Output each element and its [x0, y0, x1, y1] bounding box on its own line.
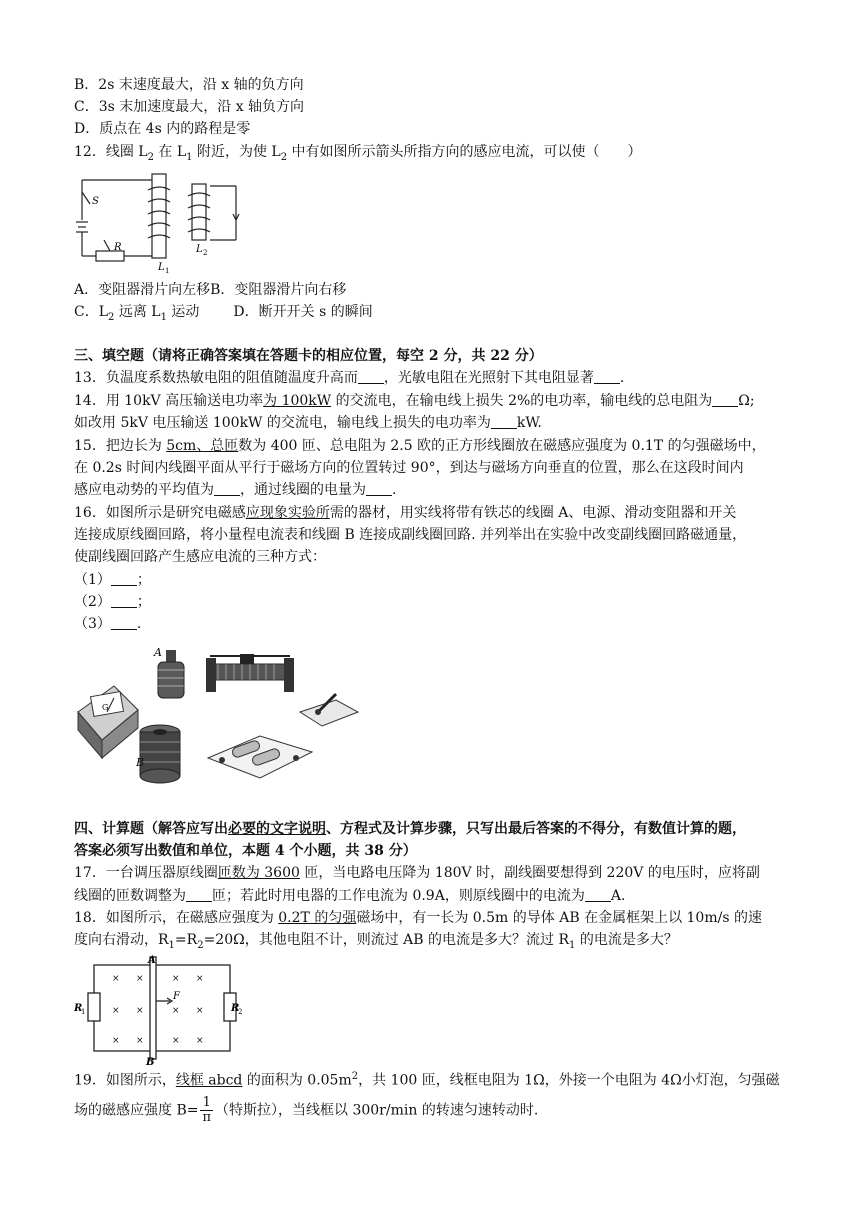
q11-option-d: D．质点在 4s 内的路程是零 [74, 121, 251, 137]
q15-line1: 15．把边长为 5cm、总匝数为 400 匝、总电阻为 2.5 欧的正方形线圈放在磁感应强度为 0.1T 的匀强磁场中， [74, 438, 766, 454]
q16-blank-2 [111, 593, 137, 608]
q16-blank-1 [111, 571, 137, 586]
section-4-heading-line1: 四、计算题（解答应写出必要的文字说明、方程式及计算步骤，只写出最后答案的不得分，有数值计算的题， [74, 821, 746, 837]
q12-label-l1-sub: 1 [165, 267, 170, 274]
q15-line2: 在 0.2s 时间内线圈平面从平行于磁场方向的位置转过 90°，到达与磁场方向垂直的位置，那么在这段时间内 [74, 460, 744, 476]
galvanometer-label: G [102, 703, 109, 712]
q16-item-2: （2） ； [74, 594, 151, 610]
q12-label-l1: L [158, 262, 165, 273]
q18-label-r1-sub: 1 [81, 1008, 86, 1016]
q18-label-b: B [146, 1057, 155, 1065]
q18-line1: 18．如图所示，在磁感应强度为 0.2T 的匀强磁场中，有一长为 0.5m 的导体 AB 在金属框架上以 10m/s 的速 [74, 910, 762, 926]
q13-blank-1 [358, 369, 384, 384]
section-4-heading-line2: 答案必须写出数值和单位，本题 4 个小题，共 38 分） [74, 843, 417, 859]
q15-blank-1 [214, 481, 240, 496]
q11-option-c: C．3s 末加速度最大，沿 x 轴负方向 [74, 99, 305, 115]
q18-label-f: F [173, 991, 180, 1002]
q12-label-l2-sub: 2 [203, 249, 208, 257]
svg-text:×: × [172, 1036, 180, 1046]
svg-text:×: × [112, 1036, 120, 1046]
q18-line2: 度向右滑动，$R_1=R_2=20\Omega$，其他电阻不计，则流过 AB 的电流是多大？流过 $R_1$ 的电流是多大？ [74, 932, 678, 951]
q18-circuit-figure [74, 955, 244, 1065]
q16-item-3: （3） . [74, 616, 142, 632]
coil-a-icon [153, 646, 184, 698]
svg-text:×: × [196, 1036, 204, 1046]
svg-text:×: × [196, 974, 204, 984]
svg-text:×: × [112, 1006, 120, 1016]
q14-line1: 14．用 10kV 高压输送电功率为 100kW 的交流电，在输电线上损失 2%的电功率，输电线的总电阻为 Ω; [74, 393, 755, 409]
q19-line1: 19．如图所示，线框 abcd 的面积为 $0.05m^2$，共 100 匝，线框电阻为 1Ω，外接一个电阻为 4Ω小灯泡，匀强磁 [74, 1071, 780, 1089]
section-3-heading: 三、填空题（请将正确答案填在答题卡的相应位置，每空 2 分，共 22 分） [74, 348, 543, 364]
q18-label-a: A [148, 955, 156, 966]
galvanometer-icon [78, 686, 138, 758]
coil-a-label: A [154, 646, 162, 659]
coil-b-label: B [136, 756, 145, 769]
q12-options-row1: A．变阻器滑片向左移B．变阻器滑片向右移 [74, 282, 347, 298]
q15-line3: 感应电动势的平均值为 ，通过线圈的电量为 . [74, 482, 397, 498]
q17-line1: 17．一台调压器原线圈匝数为 3600 匝，当电路电压降为 180V 时，副线圈要想得到 220V 的电压时，应将副 [74, 865, 760, 881]
q18-label-r2: R [231, 1003, 240, 1014]
q12-stem: 12．线圈 $L_2$ 在 $L_1$ 附近，为使 $L_2$ 中有如图所示箭头所指方向的感应电流，可以使（ ） [74, 144, 642, 163]
q16-line2: 连接成原线圈回路，将小量程电流表和线圈 B 连接成副线圈回路. 并列举出在实验中改变副线圈回路磁通量， [74, 527, 747, 543]
q19-fraction: $\frac{1}{\pi}$ [202, 1095, 212, 1125]
q12-label-r: R [114, 242, 122, 253]
q17-line2: 线圈的匝数调整为 匝；若此时用电器的工作电流为 0.9A，则原线圈中的电流为 A. [74, 888, 626, 904]
q17-blank-1 [186, 887, 212, 902]
svg-text:×: × [172, 1006, 180, 1016]
q18-label-r1: R [74, 1003, 83, 1014]
svg-text:×: × [136, 974, 144, 984]
rheostat-icon [206, 654, 294, 692]
q16-line3: 使副线圈回路产生感应电流的三种方式： [74, 549, 326, 565]
svg-text:×: × [172, 974, 180, 984]
q16-item-1: （1） ； [74, 572, 151, 588]
svg-text:×: × [112, 974, 120, 984]
q12-circuit-figure [74, 170, 264, 274]
q12-label-l2: L [196, 244, 203, 255]
svg-text:×: × [196, 1006, 204, 1016]
coil-b-icon [135, 725, 180, 783]
q11-option-b: B．2s 末速度最大，沿 x 轴的负方向 [74, 77, 304, 93]
q14-line2: 如改用 5kV 电压输送 100kW 的交流电，输电线上损失的电功率为 kW. [74, 415, 542, 431]
q12-label-s: S [92, 196, 99, 207]
switch-icon [300, 694, 358, 726]
q16-apparatus-figure [74, 640, 364, 790]
magnetic-field-marks [112, 974, 204, 1046]
q12-options-row2: C．$L_2$ 远离 $L_1$ 运动 D．断开开关 s 的瞬间 [74, 304, 373, 323]
q13: 13．负温度系数热敏电阻的阻值随温度升高而 ，光敏电阻在光照射下其电阻显著 . [74, 370, 625, 386]
q16-line1: 16．如图所示是研究电磁感应现象实验所需的器材，用实线将带有铁芯的线圈 A、电源、滑动变阻器和开关 [74, 505, 737, 521]
battery-icon [208, 736, 312, 778]
q17-blank-2 [585, 887, 611, 902]
svg-text:×: × [136, 1036, 144, 1046]
q16-blank-3 [111, 615, 137, 630]
q14-blank-1 [712, 392, 738, 407]
q18-label-r2-sub: 2 [238, 1008, 243, 1016]
q14-blank-2 [491, 414, 517, 429]
q13-blank-2 [594, 369, 620, 384]
q19-line2: 场的磁感应强度 B= $\frac{1}{\pi}$ （特斯拉），当线框以 300r/min 的转速匀速转动时. [74, 1095, 539, 1125]
svg-text:×: × [136, 1006, 144, 1016]
q15-blank-2 [366, 481, 392, 496]
